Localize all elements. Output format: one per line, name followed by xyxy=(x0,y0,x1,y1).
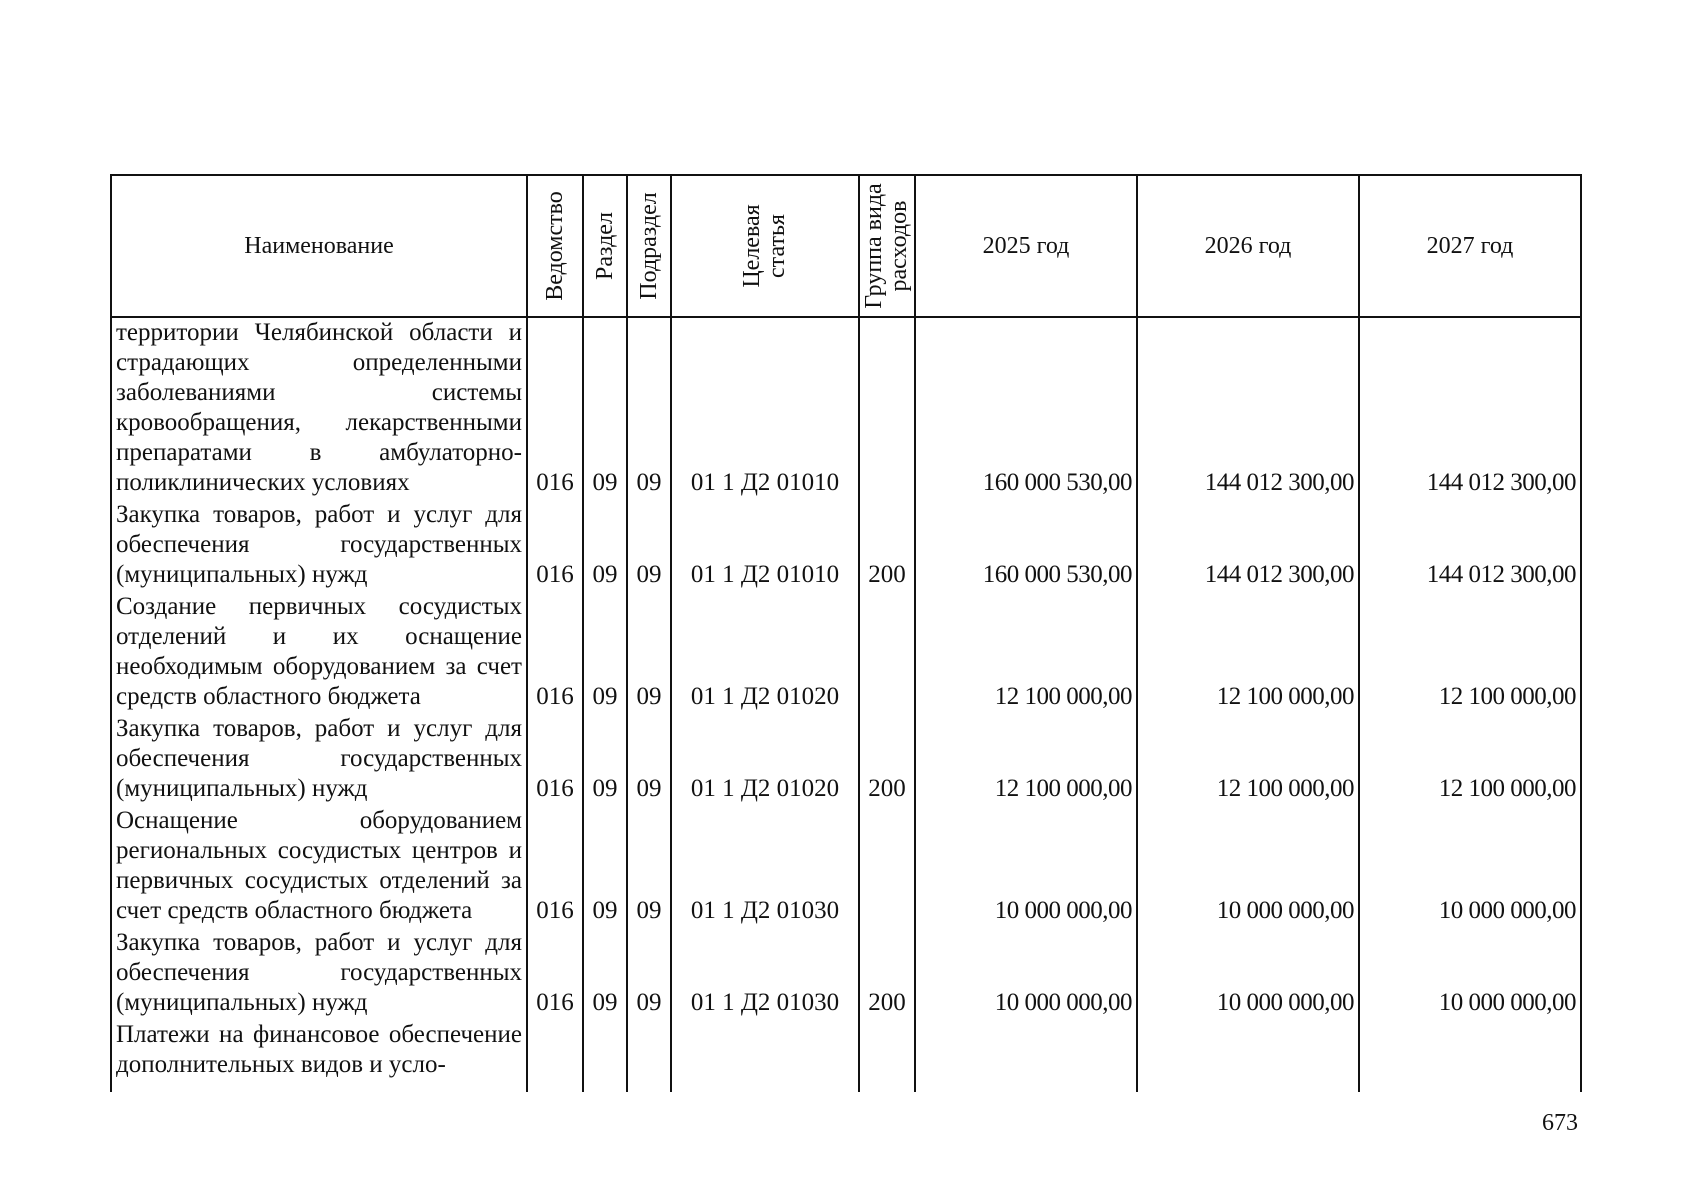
row-amount-2026: 12 100 000,00 xyxy=(1137,714,1359,806)
header-razdel-label: Раздел xyxy=(592,212,618,280)
table-row xyxy=(111,928,1581,1020)
row-amount-2027: 10 000 000,00 xyxy=(1359,806,1581,928)
row-podrazdel: 09 xyxy=(627,806,671,928)
row-gruppa: 200 xyxy=(859,928,915,1020)
header-podrazdel-label: Подраздел xyxy=(636,192,662,300)
row-razdel: 09 xyxy=(583,592,627,714)
header-razdel xyxy=(583,175,627,317)
header-celevaya-label xyxy=(740,204,790,287)
row-amount-2025: 160 000 530,00 xyxy=(915,317,1137,500)
row-amount-2025: 10 000 000,00 xyxy=(915,806,1137,928)
row-razdel: 09 xyxy=(583,928,627,1020)
row-amount-2025: 10 000 000,00 xyxy=(915,928,1137,1020)
row-celevaya: 01 1 Д2 01020 xyxy=(671,714,859,806)
table-row xyxy=(111,592,1581,714)
header-year-2025: 2025 год xyxy=(915,175,1137,317)
row-celevaya: 01 1 Д2 01030 xyxy=(671,928,859,1020)
row-celevaya xyxy=(671,1020,859,1092)
row-gruppa xyxy=(859,317,915,500)
row-amount-2025 xyxy=(915,1020,1137,1092)
row-podrazdel xyxy=(627,1020,671,1092)
header-gruppa-line2: расходов xyxy=(886,200,912,292)
row-podrazdel: 09 xyxy=(627,592,671,714)
header-vedomstvo xyxy=(527,175,583,317)
header-celevaya-line2: статья xyxy=(764,214,790,278)
row-razdel: 09 xyxy=(583,806,627,928)
row-gruppa: 200 xyxy=(859,500,915,592)
row-name: Платежи на финансовое обеспечение дополнительных видов и усло- xyxy=(111,1020,527,1092)
row-gruppa xyxy=(859,592,915,714)
row-gruppa xyxy=(859,1020,915,1092)
row-amount-2027: 144 012 300,00 xyxy=(1359,317,1581,500)
table-row xyxy=(111,317,1581,500)
row-amount-2026: 144 012 300,00 xyxy=(1137,500,1359,592)
table-body xyxy=(111,317,1581,1092)
row-celevaya: 01 1 Д2 01010 xyxy=(671,317,859,500)
row-vedomstvo: 016 xyxy=(527,928,583,1020)
row-razdel xyxy=(583,1020,627,1092)
header-name: Наименование xyxy=(111,175,527,317)
row-celevaya: 01 1 Д2 01020 xyxy=(671,592,859,714)
table-row xyxy=(111,806,1581,928)
header-year-2026: 2026 год xyxy=(1137,175,1359,317)
row-celevaya: 01 1 Д2 01010 xyxy=(671,500,859,592)
row-name: Оснащение оборудованием региональных сосудистых центров и первичных сосудистых отделений за счет средств областного бюджета xyxy=(111,806,527,928)
row-name: Закупка товаров, работ и услуг для обеспечения государственных (муниципальных) нужд xyxy=(111,714,527,806)
row-amount-2027: 12 100 000,00 xyxy=(1359,714,1581,806)
header-vedomstvo-label: Ведомство xyxy=(542,191,568,301)
header-gruppa-vida xyxy=(859,175,915,317)
row-amount-2025: 12 100 000,00 xyxy=(915,714,1137,806)
row-amount-2026: 144 012 300,00 xyxy=(1137,317,1359,500)
row-vedomstvo: 016 xyxy=(527,500,583,592)
page-number: 673 xyxy=(1542,1110,1578,1136)
row-amount-2026: 12 100 000,00 xyxy=(1137,592,1359,714)
header-celevaya-line1: Целевая xyxy=(738,204,765,288)
header-podrazdel xyxy=(627,175,671,317)
header-gruppa-line1: Группа вида xyxy=(860,183,887,309)
row-amount-2026: 10 000 000,00 xyxy=(1137,928,1359,1020)
row-name: Закупка товаров, работ и услуг для обеспечения государственных (муниципальных) нужд xyxy=(111,928,527,1020)
row-razdel: 09 xyxy=(583,317,627,500)
budget-table xyxy=(110,174,1582,1092)
table-row xyxy=(111,714,1581,806)
row-razdel: 09 xyxy=(583,500,627,592)
header-celevaya-statya xyxy=(671,175,859,317)
row-amount-2025: 12 100 000,00 xyxy=(915,592,1137,714)
row-amount-2025: 160 000 530,00 xyxy=(915,500,1137,592)
table-row xyxy=(111,1020,1581,1092)
row-vedomstvo: 016 xyxy=(527,714,583,806)
row-vedomstvo xyxy=(527,1020,583,1092)
row-amount-2026 xyxy=(1137,1020,1359,1092)
row-vedomstvo: 016 xyxy=(527,806,583,928)
row-amount-2026: 10 000 000,00 xyxy=(1137,806,1359,928)
row-amount-2027 xyxy=(1359,1020,1581,1092)
row-name: Закупка товаров, работ и услуг для обеспечения государственных (муниципальных) нужд xyxy=(111,500,527,592)
header-year-2027: 2027 год xyxy=(1359,175,1581,317)
row-razdel: 09 xyxy=(583,714,627,806)
row-name: территории Челябинской области и страдающих определенными заболеваниями системы кровообращения, лекарственными препаратами в амбулаторно-поликлинических условиях xyxy=(111,317,527,500)
row-podrazdel: 09 xyxy=(627,714,671,806)
row-podrazdel: 09 xyxy=(627,928,671,1020)
row-vedomstvo: 016 xyxy=(527,592,583,714)
row-podrazdel: 09 xyxy=(627,317,671,500)
table-header xyxy=(111,175,1581,317)
row-gruppa xyxy=(859,806,915,928)
row-amount-2027: 144 012 300,00 xyxy=(1359,500,1581,592)
row-name: Создание первичных сосудистых отделений и их оснащение необходимым оборудованием за счет средств областного бюджета xyxy=(111,592,527,714)
header-gruppa-label xyxy=(862,183,912,308)
row-celevaya: 01 1 Д2 01030 xyxy=(671,806,859,928)
row-podrazdel: 09 xyxy=(627,500,671,592)
row-vedomstvo: 016 xyxy=(527,317,583,500)
row-gruppa: 200 xyxy=(859,714,915,806)
row-amount-2027: 10 000 000,00 xyxy=(1359,928,1581,1020)
row-amount-2027: 12 100 000,00 xyxy=(1359,592,1581,714)
budget-sheet xyxy=(110,174,1580,1116)
table-row xyxy=(111,500,1581,592)
